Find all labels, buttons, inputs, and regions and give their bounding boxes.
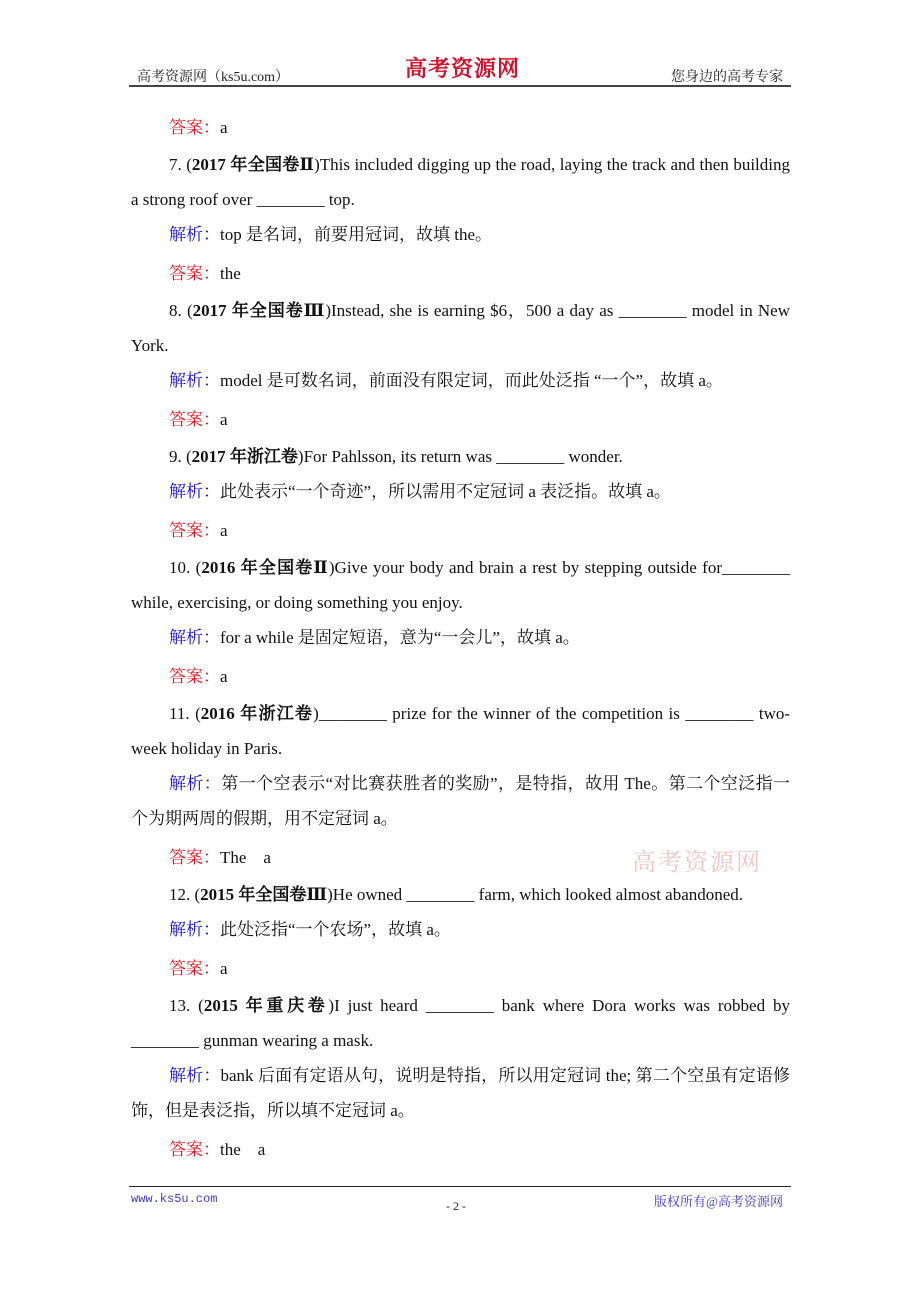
question-item bbox=[131, 988, 790, 1167]
analysis-line bbox=[131, 363, 790, 398]
question-source: 2017 年全国卷Ⅲ bbox=[192, 301, 326, 320]
analysis-label: 解析： bbox=[169, 225, 220, 244]
question-body: )For Pahlsson, its return was ________ wonder. bbox=[297, 447, 623, 466]
analysis-text: bank 后面有定语从句，说明是特指，所以用定冠词 the; 第二个空虽有定语修饰，但是表泛指，所以填不定冠词 a。 bbox=[131, 1066, 791, 1120]
analysis-line bbox=[131, 474, 790, 509]
analysis-label: 解析： bbox=[169, 774, 222, 793]
question-source: 2017 年全国卷Ⅱ bbox=[191, 155, 315, 174]
question-number: 7. ( bbox=[169, 155, 192, 174]
answer-text: the bbox=[220, 264, 241, 283]
question-number: 13. ( bbox=[169, 996, 204, 1015]
answer-line bbox=[131, 402, 790, 437]
answer-label: 答案： bbox=[169, 521, 220, 540]
question-body: )Instead, she is earning $6，500 a day as ________ model in New York. bbox=[131, 301, 791, 355]
analysis-line bbox=[131, 912, 790, 947]
question-body: )He owned ________ farm, which looked almost abandoned. bbox=[327, 885, 744, 904]
answer-label: 答案： bbox=[169, 118, 220, 137]
question-source: 2015 年重庆卷 bbox=[203, 996, 329, 1015]
answer-text: a bbox=[220, 959, 228, 978]
footer-copyright: 版权所有@高考资源网 bbox=[654, 1194, 783, 1209]
question-item bbox=[131, 550, 790, 694]
answer-label: 答案： bbox=[169, 667, 220, 686]
question-number: 11. ( bbox=[169, 704, 201, 723]
footer-divider bbox=[129, 1186, 791, 1187]
analysis-text: 此处泛指“一个农场”，故填 a。 bbox=[220, 920, 451, 939]
question-text bbox=[131, 550, 790, 620]
analysis-line bbox=[131, 620, 790, 655]
answer-label: 答案： bbox=[169, 959, 220, 978]
answer-text: a bbox=[220, 667, 228, 686]
question-text bbox=[131, 439, 790, 474]
question-text bbox=[131, 877, 790, 912]
analysis-text: 此处表示“一个奇迹”，所以需用不定冠词 a 表泛指。故填 a。 bbox=[220, 482, 671, 501]
footer-link[interactable]: www.ks5u.com bbox=[131, 1192, 218, 1206]
analysis-text: top 是名词，前要用冠词，故填 the。 bbox=[220, 225, 492, 244]
answer-line bbox=[131, 256, 790, 291]
analysis-line bbox=[131, 1058, 790, 1128]
analysis-line bbox=[131, 766, 790, 836]
question-body: )________ prize for the winner of the competition is ________ two-week holiday in Paris. bbox=[131, 704, 791, 758]
answer-text: a bbox=[220, 521, 228, 540]
answer-text: the a bbox=[220, 1140, 266, 1159]
question-body: )This included digging up the road, laying the track and then building a strong roof over ________ top. bbox=[131, 155, 790, 209]
page-number: - 2 - bbox=[446, 1199, 466, 1213]
answer-label: 答案： bbox=[169, 1140, 220, 1159]
question-number: 10. ( bbox=[169, 558, 202, 577]
question-item bbox=[131, 293, 790, 437]
analysis-label: 解析： bbox=[169, 1066, 221, 1085]
question-list bbox=[131, 147, 790, 1167]
header-divider bbox=[129, 85, 791, 87]
answer-label: 答案： bbox=[169, 848, 220, 867]
question-item bbox=[131, 439, 790, 548]
answer-line bbox=[131, 1132, 790, 1167]
watermark: 高考资源网 bbox=[632, 850, 762, 876]
analysis-label: 解析： bbox=[169, 482, 220, 501]
question-source: 2016 年浙江卷 bbox=[200, 704, 314, 723]
question-source: 2015 年全国卷Ⅲ bbox=[200, 885, 328, 904]
question-text bbox=[131, 147, 790, 217]
question-body: )I just heard ________ bank where Dora works was robbed by ________ gunman wearing a mask. bbox=[131, 996, 790, 1050]
analysis-label: 解析： bbox=[169, 628, 220, 647]
question-item bbox=[131, 877, 790, 986]
answer-text: a bbox=[220, 118, 228, 137]
question-number: 12. ( bbox=[169, 885, 201, 904]
question-source: 2016 年全国卷Ⅱ bbox=[201, 558, 329, 577]
header-slogan: 您身边的高考专家 bbox=[671, 70, 783, 85]
question-number: 8. ( bbox=[169, 301, 193, 320]
answer-label: 答案： bbox=[169, 410, 220, 429]
question-item bbox=[131, 147, 790, 291]
analysis-label: 解析： bbox=[169, 371, 220, 390]
header-logo: 高考资源网 bbox=[405, 56, 521, 81]
document-body bbox=[131, 110, 790, 1169]
analysis-label: 解析： bbox=[169, 920, 220, 939]
question-text bbox=[131, 696, 790, 766]
answer-text: The a bbox=[220, 848, 271, 867]
answer-text: a bbox=[220, 410, 228, 429]
question-number: 9. ( bbox=[169, 447, 192, 466]
question-text bbox=[131, 988, 790, 1058]
question-text bbox=[131, 293, 790, 363]
answer-line bbox=[131, 659, 790, 694]
analysis-line bbox=[131, 217, 790, 252]
question-source: 2017 年浙江卷 bbox=[191, 447, 298, 466]
analysis-text: 第一个空表示“对比赛获胜者的奖励”，是特指，故用 The。第二个空泛指一个为期两周的假期，用不定冠词 a。 bbox=[131, 774, 790, 828]
answer-label: 答案： bbox=[169, 264, 220, 283]
question-body: )Give your body and brain a rest by stepping outside for________ while, exercising, or doing something you enjoy. bbox=[131, 558, 790, 612]
analysis-text: model 是可数名词，前面没有限定词，而此处泛指 “一个”，故填 a。 bbox=[220, 371, 723, 390]
answer-line bbox=[131, 513, 790, 548]
analysis-text: for a while 是固定短语，意为“一会儿”，故填 a。 bbox=[220, 628, 580, 647]
answer-line bbox=[131, 110, 790, 145]
header-site-name: 高考资源网（ks5u.com） bbox=[137, 70, 290, 85]
answer-line bbox=[131, 951, 790, 986]
